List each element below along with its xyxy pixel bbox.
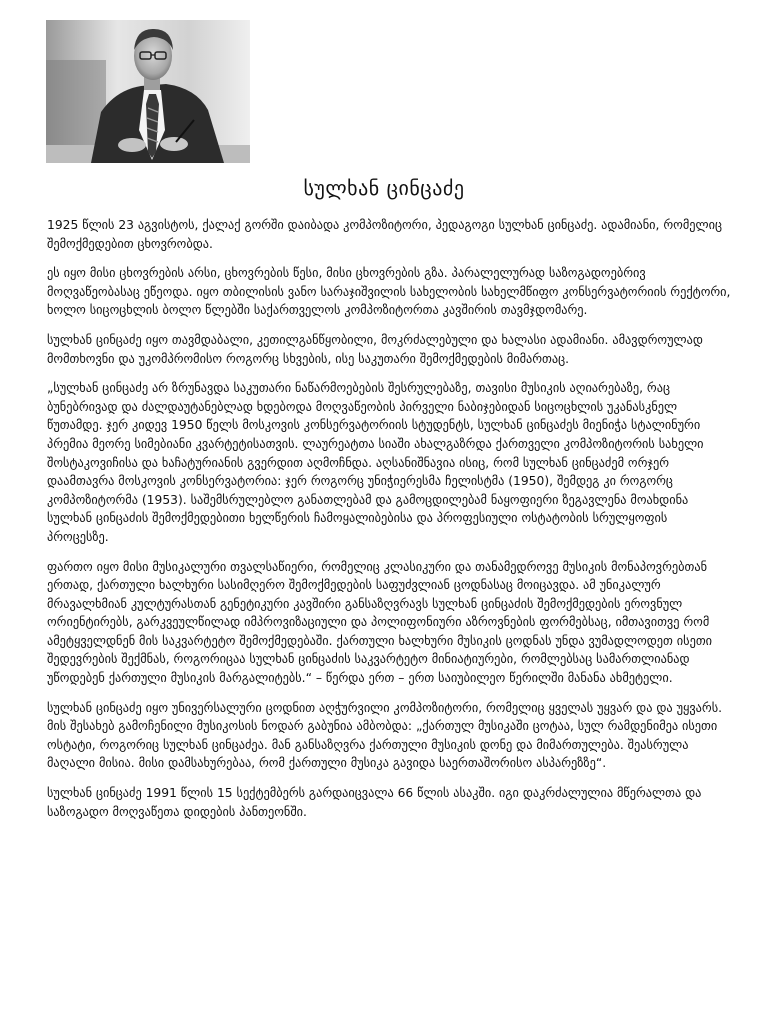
portrait-image (46, 20, 250, 163)
page-title: სულხან ცინცაძე (303, 176, 465, 200)
paragraph: ეს იყო მისი ცხოვრების არსი, ცხოვრების წესი, მისი ცხოვრების გზა. პარალელურად საზოგადოებრივ მოღვაწეობასაც ეწეოდა. იყო თბილისის ვანო სარაჯიშვილის სახელობის სახელმწიფო კონსერვატორიის რექტორი, ხოლო სიცოცხლის ბოლო წლებში საქართველოს კომპოზიტორთა კავშირის თავმჯდომარე. (47, 266, 731, 318)
document-body (47, 216, 731, 832)
paragraph: 1925 წლის 23 აგვისტოს, ქალაქ გორში დაიბადა კომპოზიტორი, პედაგოგი სულხან ცინცაძე. ადამიანი, რომელიც შემოქმედებით ცხოვრობდა. (47, 218, 722, 251)
portrait-photo (46, 20, 250, 163)
paragraph: სულხან ცინცაძე იყო თავმდაბალი, კეთილგანწყობილი, მოკრძალებული და ხალასი ადამიანი. ამავდროულად მომთხოვნი და უკომპრომისო როგორც სხვების, ისე საკუთარი შემოქმედების მიმართაც. (47, 332, 703, 366)
paragraph: „სულხან ცინცაძე არ ზრუნავდა საკუთარი ნაწარმოებების შესრულებაზე, თავისი მუსიკის აღიარებაზე, რაც ბუნებრივად და ძალდაუტანებლად ხდებოდა მოღვაწეობის პირველი ნაბიჯებიდან სიცოცხლის უკანასკნელ წუთამდე. ჯერ კიდევ 1950 წელს მოსკოვის კონსერვატორიის სტუდენტს, სულხან ცინცაძეს მიენიჭა სტალინური პრემია მეორე სიმებიანი კვარტეტისათვის. ლაურეატთა სიაში ახალგაზრდა ქართველი კომპოზიტორის სახელი შოსტაკოვიჩისა და ხაჩატურიანის გვერდით აღმოჩნდა. აღსანიშნავია ისიც, რომ სულხან ცინცაძემ ორჯერ დაამთავრა მოსკოვის კონსერვატორია: ჯერ როგორც უნიჭიერესმა ჩელისტმა (1950), შემდეგ კი როგორც კომპოზიტორმა (1953). საშემსრულებლო განათლებამ და გამოცდილებამ ნაყოფიერი ზეგავლენა მოახდინა სულხან ცინცაძის შემოქმედებითი ხელწერის ჩამოყალიბებისა და პროფესიული ოსტატობის სრულყოფის პროცესზე. (47, 381, 704, 544)
paragraph: სულხან ცინცაძე იყო უნივერსალური ცოდნით აღჭურვილი კომპოზიტორი, რომელიც ყველას უყვარ და და უყვარს. მის შესახებ გამოჩენილი მუსიკოსის ნოდარ გაბუნია ამბობდა: „ქართულ მუსიკაში ცოტაა, სულ რამდენიმეა ისეთი ოსტატი, როგორიც სულხან ცინცაძეა. მან განსაზღვრა ქართული მუსიკის დონე და მიმართულება. შეასრულა მაღალი მისია. მისი დამსახურებაა, რომ ქართული მუსიკა გავიდა საერთაშორისო ასპარეზზე“. (47, 700, 723, 771)
paragraph: სულხან ცინცაძე 1991 წლის 15 სექტემბერს გარდაიცვალა 66 წლის ასაკში. იგი დაკრძალულია მწერალთა და საზოგადო მოღვაწეთა დიდების პანთეონში. (47, 786, 702, 819)
paragraph: ფართო იყო მისი მუსიკალური თვალსაწიერი, რომელიც კლასიკური და თანამედროვე მუსიკის მონაპოვრებთან ერთად, ქართული ხალხური სასიმღერო შემოქმედების საფუძვლიან ცოდნასაც მოიცავდა. ამ უნიკალურ მრავალხმიან კულტურასთან გენეტიკური კავშირი განსაზღვრავს სულხან ცინცაძის შემოქმედების ეროვნულ ორიენტირებს, გარკვეულწილად იმპროვიზაციული და პოლიფონიური აზროვნების ფორმებსაც, იმთავითვე რომ ამეტყველდნენ მის საკვარტეტო შემოქმედებაში. ქართული ხალხური მუსიკის ცოდნას უნდა ვუმადლოდეთ ისეთი შედევრების შექმნას, როგორიცაა სულხან ცინცაძის საკვარტეტო მინიატიურები, რომლებსაც სამართლიანად უწოდებენ ქართული მუსიკის მარგალიტებს.“ – წერდა ერთ – ერთ საიუბილეო წერილში მანანა ახმეტელი. (47, 559, 713, 686)
